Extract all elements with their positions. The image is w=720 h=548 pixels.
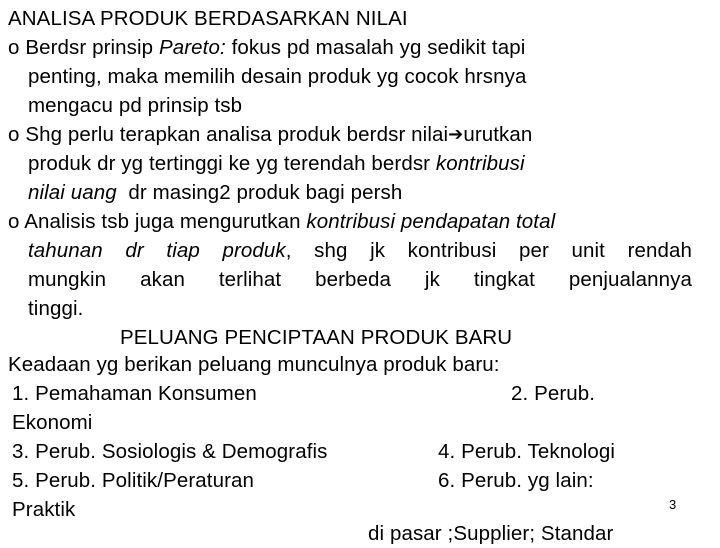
bullet-text-line: penting, maka memilih desain produk yg cocok hrsnya — [28, 65, 527, 88]
bullet-item: o Berdsr prinsip Pareto: fokus pd masalah yg sedikit tapi — [8, 36, 526, 59]
bullet-text-line: tinggi. — [28, 297, 84, 320]
bullet-marker: o — [8, 210, 20, 233]
bullet-text-line: tahunan dr tiap produk, shg jk kontribusi per unit rendah — [28, 239, 692, 262]
page-title: ANALISA PRODUK BERDASARKAN NILAI — [8, 7, 408, 30]
bullet-item: o Analisis tsb juga mengurutkan kontribusi pendapatan total — [8, 210, 556, 233]
bullet-item: o Shg perlu terapkan analisa produk berdsr nilai➔urutkan — [8, 120, 720, 149]
list-item: 3. Perub. Sosiologis & Demografis — [12, 440, 328, 463]
bullet-text-line: mungkin akan terlihat berbeda jk tingkat penjualannya — [28, 268, 692, 291]
bullet-marker: o — [8, 36, 20, 59]
list-item: Ekonomi — [12, 411, 93, 434]
section-heading: PELUANG PENCIPTAAN PRODUK BARU — [120, 326, 513, 349]
list-item: Praktik — [12, 498, 76, 521]
list-item: 2. Perub. — [511, 382, 596, 405]
bullet-marker: o — [8, 123, 20, 146]
list-item: 6. Perub. yg lain: — [438, 469, 594, 492]
list-item: 4. Perub. Teknologi — [438, 440, 616, 463]
bullet-text-line: nilai uang dr masing2 produk bagi persh — [28, 181, 403, 204]
list-item: 1. Pemahaman Konsumen — [12, 382, 257, 405]
intro-text: Keadaan yg berikan peluang munculnya produk baru: — [8, 353, 500, 376]
overflow-text: di pasar ;Supplier; Standar — [368, 522, 614, 545]
page-number: 3 — [669, 497, 677, 512]
list-item: 5. Perub. Politik/Peraturan — [12, 469, 254, 492]
arrow-right-icon: ➔ — [448, 124, 464, 144]
bullet-text-line: produk dr yg tertinggi ke yg terendah berdsr kontribusi — [28, 152, 525, 175]
bullet-text-line: mengacu pd prinsip tsb — [28, 94, 243, 117]
